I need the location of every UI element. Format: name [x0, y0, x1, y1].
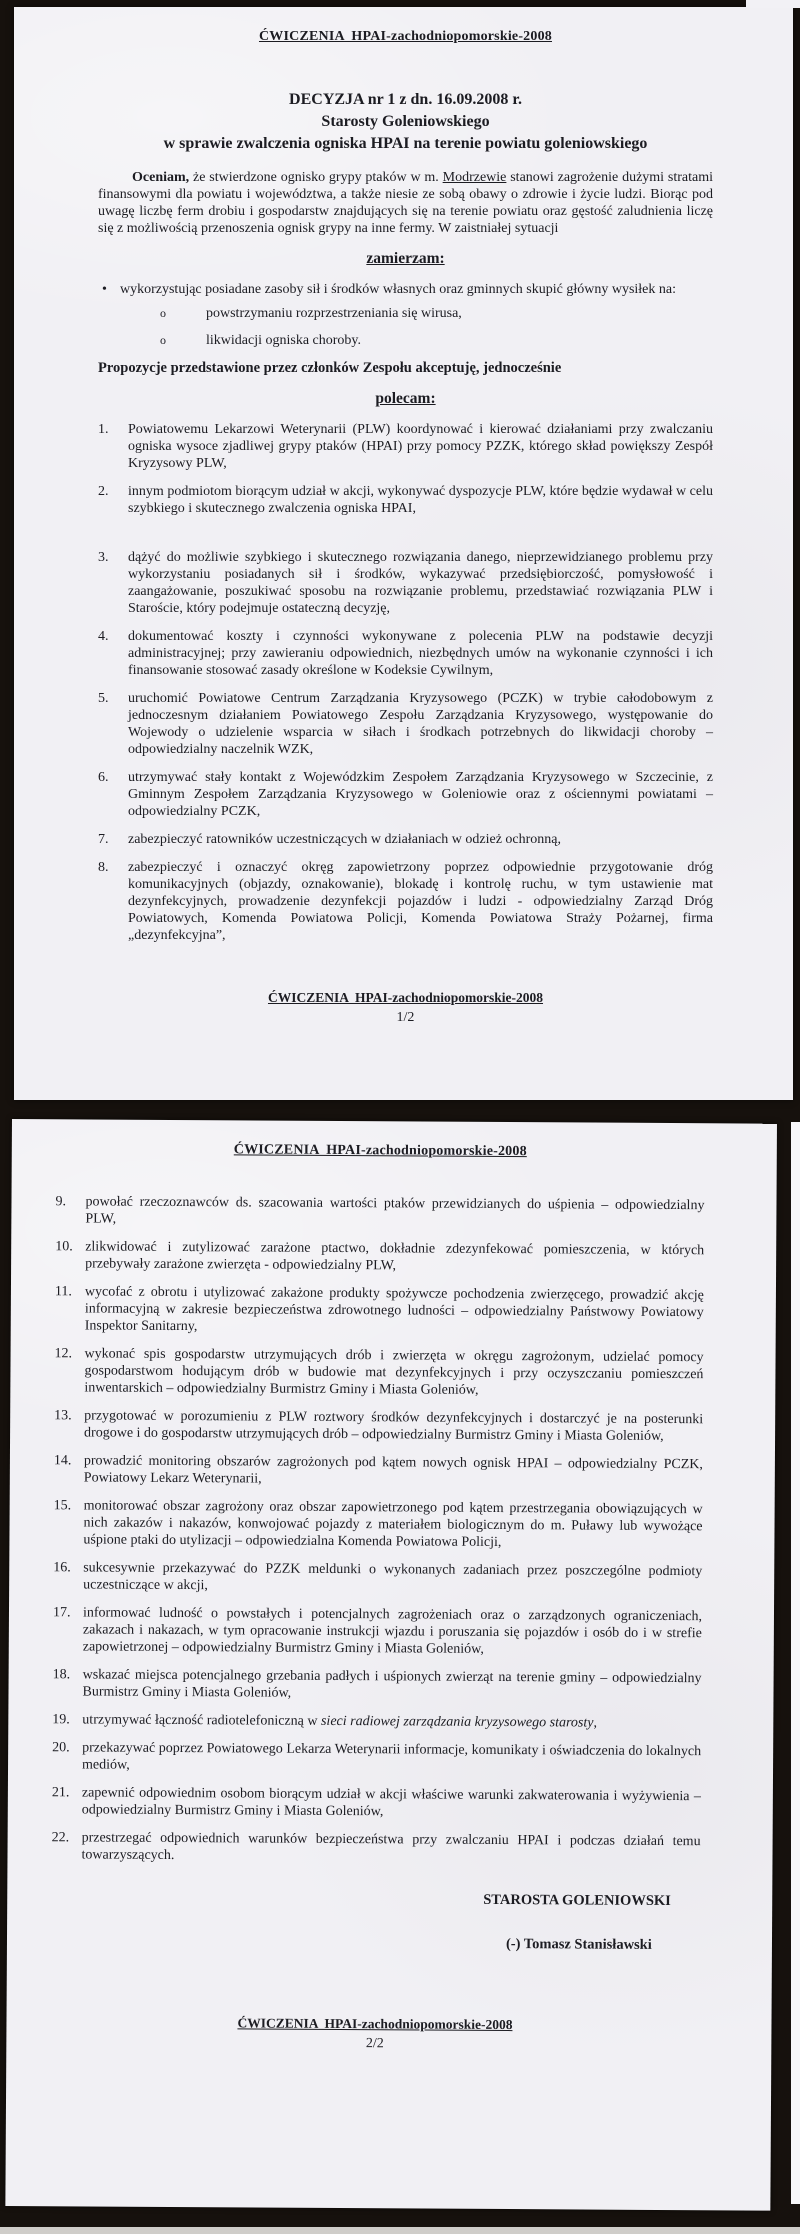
- bullet-icon: •: [102, 282, 107, 297]
- item-text: dokumentować koszty i czynności wykonywane z polecenia PLW na podstawie decyzji administracyjnej; przy zawieraniu odpowiednich, niezbędnych umów na wykonanie czynności i ich finansowanie stosować zasady określone w Kodeksie Cywilnym,: [128, 629, 713, 678]
- scan-edge-top-right: [746, 0, 800, 8]
- header-text: ĆWICZENIA HPAI-zachodniopomorskie-2008: [233, 1142, 527, 1160]
- sub-bullet: [98, 305, 713, 322]
- item-number: 12.: [54, 1346, 73, 1362]
- title-line-2: Starosty Goleniowskiego: [321, 113, 490, 130]
- item-text: utrzymywać stały kontakt z Wojewódzkim Zespołem Zarządzania Kryzysowego w Szczecinie, z Gminnym Zespołem Zarządzania Kryzysowego w Goleniowie oraz z ościennymi powiatami – odpowiedzialny PCZK,: [128, 770, 713, 819]
- item-text: dążyć do możliwie szybkiego i skutecznego rozwiązania danego, nieprzewidzianego problemu przy wykorzystaniu posiadanych sił i środków, wykazywać przedsiębiorczość, pomysłowość i zaangażowanie, poszukiwać sposobu na rozwiązanie problemu, przedstawiać rozwiązania PLW i Staroście, który podejmuje ostateczną decyzję,: [128, 550, 713, 616]
- item-number: 10.: [55, 1239, 73, 1255]
- page-number: 2/2: [365, 2036, 384, 2052]
- item-number: 1.: [98, 422, 109, 437]
- signature-block: [51, 1889, 700, 1954]
- opening-text-cont: stanowi zagrożenie dużymi stratami finansowymi dla powiatu i województwa, a także niesie ze sobą obawy o zdrowie i życie ludzi. Biorąc pod uwagę liczbę ferm drobiu i gospodarstw znajdujących się na terenie powiatu oraz gęstość zaludnienia liczę się z możliwością przenoszenia ognisk grypy na inne fermy. W zaistniałej sytuacji: [98, 170, 713, 236]
- polecam-heading: polecam:: [375, 390, 436, 407]
- page-2: [5, 1119, 777, 2211]
- page-footer: [50, 2014, 699, 2054]
- sub-bullet: [98, 332, 713, 349]
- list-item: [54, 1407, 703, 1445]
- list-item: [52, 1784, 701, 1822]
- title-line-1: DECYZJA nr 1 z dn. 16.09.2008 r.: [289, 91, 522, 108]
- header-text: ĆWICZENIA HPAI-zachodniopomorskie-2008: [258, 29, 552, 44]
- bullet-text: wykorzystując posiadane zasoby sił i środków własnych oraz gminnych skupić główny wysiłek na:: [120, 282, 677, 297]
- item-number: 17.: [52, 1605, 71, 1621]
- scan-edge-right: [791, 1122, 800, 2204]
- page-footer: [98, 990, 713, 1026]
- item-text: zabezpieczyć i oznaczyć okręg zapowietrzony poprzez odpowiednie przygotowanie dróg komunikacyjnych (objazdy, oznakowanie), blokadę i kontrolę ruchu, w tym ustawienie mat dezynfekcyjnych, prowadzenie dezynfekcji pojazdów i ludzi - odpowiedzialny Zarząd Dróg Powiatowych, Komenda Powiatowa Policji, Komenda Powiatowa Straży Pożarnej, firma „dezynfekcyjna”,: [128, 860, 713, 943]
- item-text: wykonać spis gospodarstw utrzymujących drób i zwierzęta w okręgu zagrożonym, udzielać pomocy gospodarstwom hodującym drób w budowie mat dezynfekcyjnych i przy oczyszczaniu pomieszczeń inwentarskich – odpowiedzialny Burmistrz Gminy i Miasta Goleniów,: [84, 1346, 704, 1398]
- list-item: [98, 483, 713, 517]
- list-item: [54, 1345, 703, 1400]
- opening-lead: Oceniam,: [132, 170, 190, 185]
- list-item: [98, 859, 713, 944]
- item-text: wskazać miejsca potencjalnego grzebania padłych i uśpionych zwierząt na terenie gminy – odpowiedzialny Burmistrz Gminy i Miasta Goleniów,: [82, 1667, 702, 1701]
- list-item: [52, 1666, 701, 1704]
- item-text: przestrzegać odpowiednich warunków bezpieczeństwa przy zwalczaniu HPAI i podczas działań temu towarzyszących.: [81, 1830, 701, 1864]
- underlined-place-name: Modrzewie: [442, 170, 507, 185]
- item-number: 21.: [51, 1785, 70, 1801]
- ordered-list-page2: [51, 1193, 704, 1867]
- item-number: 11.: [54, 1284, 72, 1300]
- item-text: uruchomić Powiatowe Centrum Zarządzania Kryzysowego (PCZK) w trybie całodobowym z jednoczesnym działaniem Powiatowego Zespołu Zarządzania Kryzysowego, występowanie do Wojewody o udzielenie wsparcia w siłach i środkach potrzebnych do likwidacji choroby – odpowiedzialny naczelnik WZK,: [128, 691, 713, 757]
- item-text: zlikwidować i zutylizować zarażone ptactwo, dokładnie zdezynfekować pomieszczenia, w których przebywały zarażone zwierzęta - odpowiedzialny PLW,: [85, 1239, 705, 1274]
- main-bullet: [98, 281, 713, 298]
- list-item: [98, 769, 713, 820]
- list-item: [98, 421, 713, 472]
- item-text: powołać rzeczoznawców ds. szacowania wartości ptaków przewidzianych do uśpienia – odpowiedzialny PLW,: [85, 1194, 705, 1227]
- item-number: 4.: [98, 629, 109, 644]
- item-text: przekazywać poprzez Powiatowego Lekarza Weterynarii informacje, komunikaty i oświadczenia do lokalnych mediów,: [82, 1740, 702, 1773]
- list-item: [53, 1604, 702, 1659]
- sub-bullet-list: [98, 305, 713, 349]
- item-number: 3.: [98, 550, 109, 565]
- item-number: 2.: [98, 484, 109, 499]
- item-text: przygotować w porozumieniu z PLW roztwory środków dezynfekcyjnych i dostarczyć je na posterunki drogowe i do gospodarstw utrzymujących drób – odpowiedzialny Burmistrz Gminy i Miasta Goleniów,: [84, 1408, 704, 1444]
- item-text: zabezpieczyć ratowników uczestniczących w działaniach w odzież ochronną,: [128, 832, 561, 847]
- item-number: 22.: [51, 1830, 70, 1846]
- page-header: [56, 1141, 705, 1161]
- document-title: [98, 89, 713, 155]
- item-text: monitorować obszar zagrożony oraz obszar zapowietrzonego pod kątem przestrzegania obowiązujących w nich zakazów i nakazów, konwojować pojazdy z materiałem biologicznym do m. Puławy lub wywożące uśpione ptaki do utylizacji – odpowiedzialna Komenda Powiatowa Policji,: [83, 1498, 703, 1550]
- opening-text: że stwierdzone ognisko grypy ptaków w m.: [189, 170, 443, 185]
- signature-title: STAROSTA GOLENIOWSKI: [483, 1891, 671, 1910]
- list-item: [53, 1497, 702, 1552]
- list-item: [55, 1193, 704, 1231]
- item-number: 8.: [98, 860, 109, 875]
- list-item: [55, 1283, 704, 1338]
- item-text: informować ludność o powstałych i potencjalnych zagrożeniach oraz o zarządzonych ograniczeniach, zakazach i nakazach, w tym opracowanie instrukcji wjazdu i poruszania się pojazdów i osób do i w strefie zapowietrzonej – odpowiedzialny Burmistrz Gminy i Miasta Goleniów,: [82, 1605, 703, 1657]
- footer-line: ĆWICZENIA HPAI-zachodniopomorskie-2008: [237, 2015, 513, 2033]
- page-number: 1/2: [396, 1010, 415, 1025]
- item-number: 14.: [53, 1453, 72, 1469]
- list-item: [98, 690, 713, 758]
- accept-line: Propozycje przedstawione przez członków Zespołu akceptuję, jednocześnie: [98, 360, 562, 376]
- item-number: 9.: [55, 1194, 67, 1210]
- list-item: [98, 628, 713, 679]
- item-number: 15.: [53, 1498, 72, 1514]
- item-text: wycofać z obrotu i utylizować zakażone produkty spożywcze pochodzenia zwierzęcego, prowadzić akcję informacyjną w zakresie bezpieczeństwa zdrowotnego ludności – odpowiedzialny Państwowy Powiatowy Inspektor Sanitarny,: [84, 1284, 704, 1335]
- page-header: [98, 29, 713, 45]
- list-item: [98, 549, 713, 617]
- list-item: [55, 1238, 704, 1276]
- item-number: 7.: [98, 832, 109, 847]
- signature-name: (-) Tomasz Stanisławski: [505, 1936, 652, 1953]
- item-number: 5.: [98, 691, 109, 706]
- title-line-3: w sprawie zwalczenia ogniska HPAI na terenie powiatu goleniowskiego: [163, 135, 648, 152]
- item-text: zapewnić odpowiednim osobom biorącym udział w akcji właściwe warunki zakwaterowania i wyżywienia – odpowiedzialny Burmistrz Gminy i Miasta Goleniów,: [81, 1785, 701, 1820]
- item-text: utrzymywać łączność radiotelefoniczną w sieci radiowej zarządzania kryzysowego starosty,: [82, 1712, 598, 1731]
- list-item: [53, 1559, 702, 1597]
- footer-line: ĆWICZENIA HPAI-zachodniopomorskie-2008: [267, 990, 544, 1005]
- zamierzam-heading: zamierzam:: [366, 250, 445, 267]
- list-item: [52, 1711, 701, 1732]
- item-number: 16.: [53, 1560, 71, 1576]
- list-item: [98, 831, 713, 848]
- item-number: 18.: [52, 1667, 71, 1683]
- opening-paragraph: [98, 169, 713, 237]
- italic-phrase: sieci radiowej zarządzania kryzysowego starosty: [320, 1713, 594, 1731]
- circle-bullet-icon: o: [160, 333, 166, 347]
- item-number: 13.: [54, 1408, 72, 1424]
- ordered-list-page1: [98, 421, 713, 944]
- item-number: 20.: [52, 1740, 70, 1756]
- item-text: sukcesywnie przekazywać do PZZK meldunki o wykonanych zadaniach przez poszczególne podmioty uczestniczące w akcji,: [83, 1560, 703, 1594]
- scan-edge-bottom: [0, 2227, 800, 2234]
- item-number: 19.: [52, 1712, 70, 1728]
- list-item: [54, 1452, 703, 1490]
- list-item: [51, 1829, 700, 1867]
- list-item: [52, 1739, 701, 1777]
- item-number: 6.: [98, 770, 109, 785]
- item-text: prowadzić monitoring obszarów zagrożonych pod kątem nowych ognisk HPAI – odpowiedzialny PCZK, Powiatowy Lekarz Weterynarii,: [83, 1453, 703, 1487]
- item-text: innym podmiotom biorącym udział w akcji, wykonywać dyspozycje PLW, które będzie wydawał w celu szybkiego i skutecznego zwalczenia ogniska HPAI,: [128, 484, 713, 516]
- sub-bullet-text: powstrzymaniu rozprzestrzeniania się wirusa,: [206, 306, 462, 321]
- sub-bullet-text: likwidacji ogniska choroby.: [206, 333, 362, 348]
- circle-bullet-icon: o: [160, 306, 166, 320]
- page-1: [14, 7, 793, 1100]
- item-text: Powiatowemu Lekarzowi Weterynarii (PLW) koordynować i kierować działaniami przy zwalczaniu ogniska wysoce zjadliwej grypy ptaków (HPAI) przy pomocy PZZK, którego skład powiększy Zespół Kryzysowy PLW,: [128, 422, 713, 471]
